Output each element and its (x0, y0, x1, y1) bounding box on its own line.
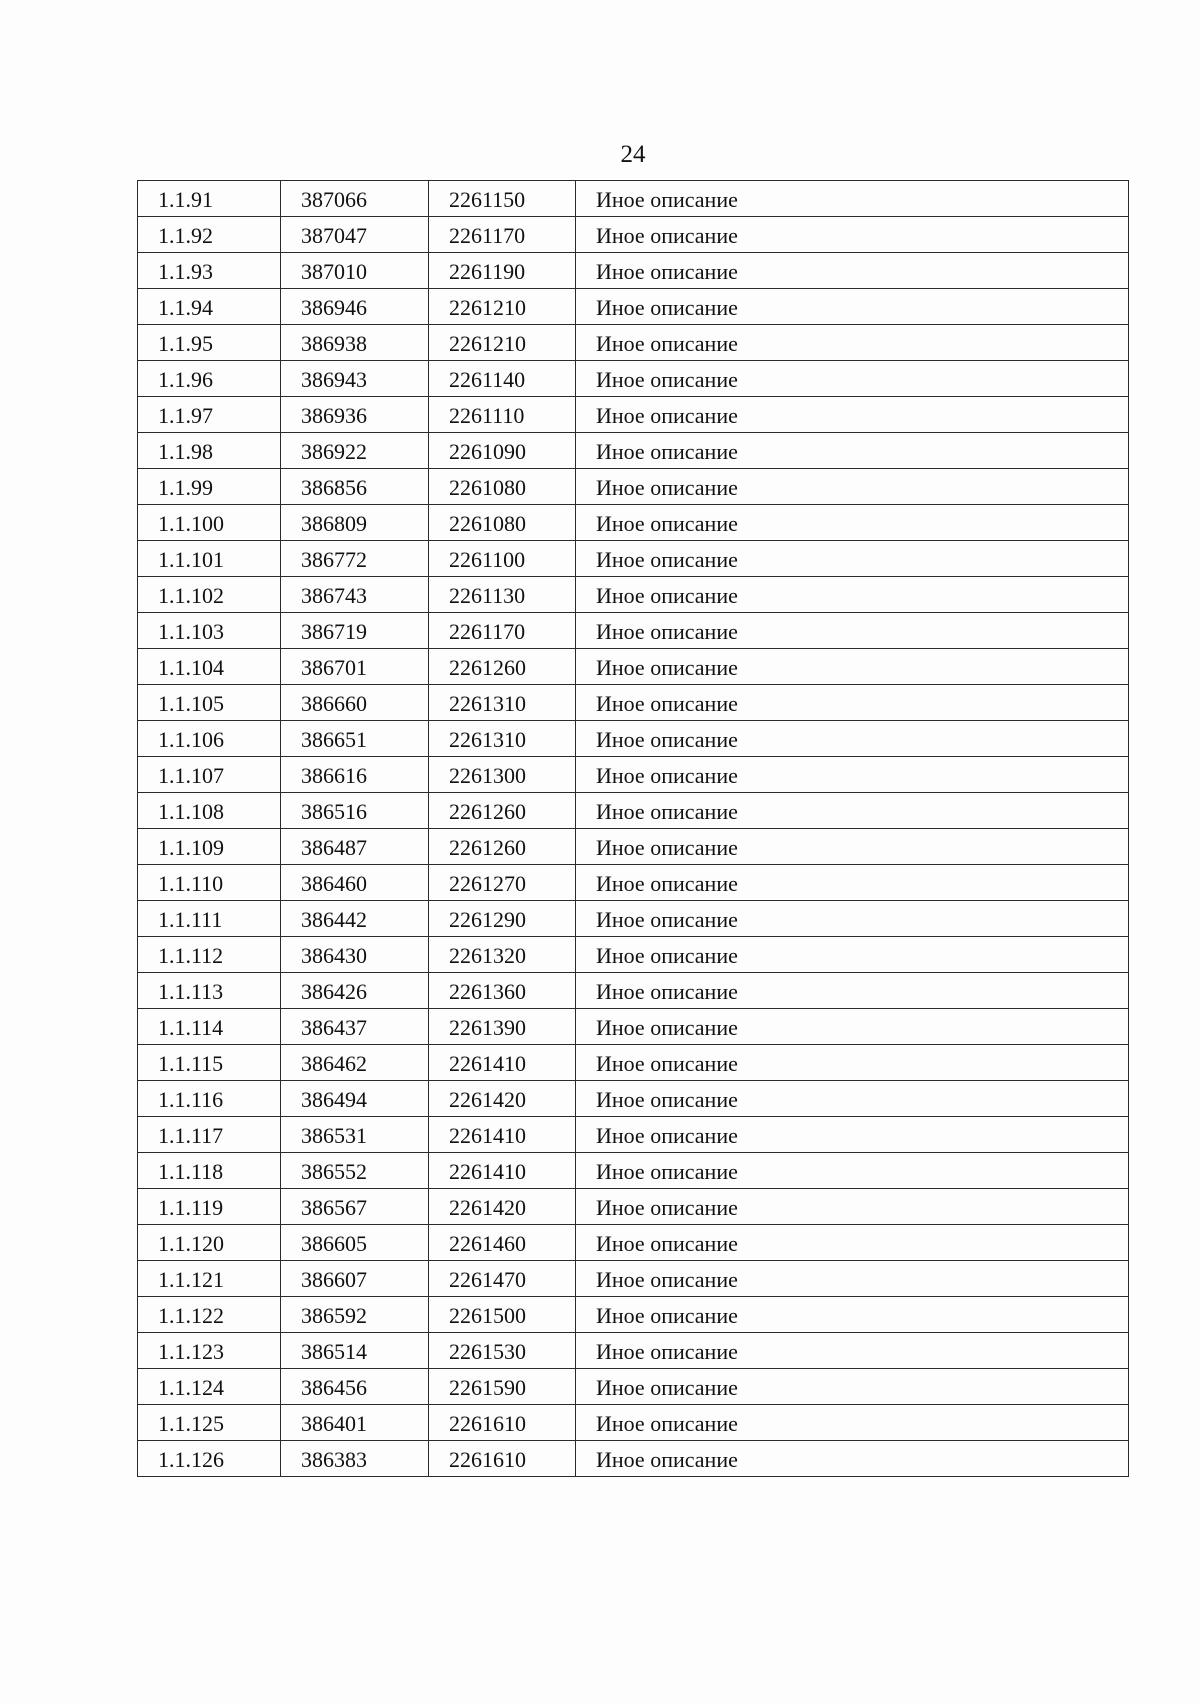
point-number-cell: 1.1.94 (138, 289, 281, 325)
boundary-description-cell: Иное описание (576, 757, 1129, 793)
coordinate-x-cell: 386616 (281, 757, 429, 793)
point-number-cell: 1.1.97 (138, 397, 281, 433)
coordinate-y-cell: 2261080 (429, 505, 576, 541)
table-row (138, 721, 1129, 757)
table-row (138, 685, 1129, 721)
coordinate-y-cell: 2261390 (429, 1009, 576, 1045)
point-number-cell: 1.1.96 (138, 361, 281, 397)
coordinate-y-cell: 2261610 (429, 1441, 576, 1477)
point-number-cell: 1.1.103 (138, 613, 281, 649)
coordinate-x-cell: 386514 (281, 1333, 429, 1369)
boundary-description-cell: Иное описание (576, 1369, 1129, 1405)
point-number-cell: 1.1.120 (138, 1225, 281, 1261)
table-row (138, 325, 1129, 361)
coordinate-y-cell: 2261460 (429, 1225, 576, 1261)
coordinate-y-cell: 2261420 (429, 1081, 576, 1117)
coordinate-y-cell: 2261210 (429, 289, 576, 325)
boundary-description-cell: Иное описание (576, 937, 1129, 973)
point-number-cell: 1.1.125 (138, 1405, 281, 1441)
point-number-cell: 1.1.107 (138, 757, 281, 793)
point-number-cell: 1.1.98 (138, 433, 281, 469)
coordinate-x-cell: 386552 (281, 1153, 429, 1189)
boundary-description-cell: Иное описание (576, 1405, 1129, 1441)
coordinate-x-cell: 386531 (281, 1117, 429, 1153)
coordinate-y-cell: 2261590 (429, 1369, 576, 1405)
point-number-cell: 1.1.95 (138, 325, 281, 361)
coordinate-y-cell: 2261310 (429, 721, 576, 757)
coordinate-y-cell: 2261310 (429, 685, 576, 721)
coordinate-x-cell: 386651 (281, 721, 429, 757)
coordinate-x-cell: 386856 (281, 469, 429, 505)
point-number-cell: 1.1.122 (138, 1297, 281, 1333)
table-row (138, 505, 1129, 541)
coordinate-x-cell: 386401 (281, 1405, 429, 1441)
coordinate-x-cell: 386719 (281, 613, 429, 649)
point-number-cell: 1.1.121 (138, 1261, 281, 1297)
point-number-cell: 1.1.115 (138, 1045, 281, 1081)
point-number-cell: 1.1.105 (138, 685, 281, 721)
coordinate-y-cell: 2261500 (429, 1297, 576, 1333)
table-row (138, 361, 1129, 397)
coordinate-y-cell: 2261300 (429, 757, 576, 793)
table-row (138, 577, 1129, 613)
point-number-cell: 1.1.109 (138, 829, 281, 865)
coordinate-x-cell: 386605 (281, 1225, 429, 1261)
table-row (138, 1225, 1129, 1261)
coordinate-y-cell: 2261260 (429, 829, 576, 865)
table-row (138, 1117, 1129, 1153)
coordinate-x-cell: 387066 (281, 181, 429, 217)
coordinates-table-body (138, 181, 1129, 1477)
coordinate-x-cell: 386946 (281, 289, 429, 325)
table-row (138, 253, 1129, 289)
coordinate-x-cell: 386936 (281, 397, 429, 433)
table-row (138, 1045, 1129, 1081)
table-row (138, 289, 1129, 325)
table-row (138, 1297, 1129, 1333)
boundary-description-cell: Иное описание (576, 505, 1129, 541)
table-row (138, 217, 1129, 253)
point-number-cell: 1.1.114 (138, 1009, 281, 1045)
coordinate-x-cell: 386442 (281, 901, 429, 937)
table-row (138, 1333, 1129, 1369)
point-number-cell: 1.1.106 (138, 721, 281, 757)
boundary-description-cell: Иное описание (576, 1189, 1129, 1225)
coordinate-x-cell: 386592 (281, 1297, 429, 1333)
coordinate-x-cell: 386460 (281, 865, 429, 901)
point-number-cell: 1.1.92 (138, 217, 281, 253)
boundary-description-cell: Иное описание (576, 325, 1129, 361)
table-row (138, 613, 1129, 649)
point-number-cell: 1.1.104 (138, 649, 281, 685)
boundary-description-cell: Иное описание (576, 685, 1129, 721)
coordinate-y-cell: 2261100 (429, 541, 576, 577)
point-number-cell: 1.1.112 (138, 937, 281, 973)
coordinate-y-cell: 2261170 (429, 613, 576, 649)
coordinate-y-cell: 2261210 (429, 325, 576, 361)
coordinate-y-cell: 2261130 (429, 577, 576, 613)
point-number-cell: 1.1.123 (138, 1333, 281, 1369)
coordinate-y-cell: 2261410 (429, 1117, 576, 1153)
table-row (138, 865, 1129, 901)
table-row (138, 1153, 1129, 1189)
boundary-description-cell: Иное описание (576, 541, 1129, 577)
point-number-cell: 1.1.110 (138, 865, 281, 901)
boundary-description-cell: Иное описание (576, 1153, 1129, 1189)
coordinate-x-cell: 386487 (281, 829, 429, 865)
boundary-description-cell: Иное описание (576, 793, 1129, 829)
coordinate-x-cell: 387010 (281, 253, 429, 289)
point-number-cell: 1.1.108 (138, 793, 281, 829)
table-row (138, 1261, 1129, 1297)
coordinate-x-cell: 386809 (281, 505, 429, 541)
boundary-description-cell: Иное описание (576, 217, 1129, 253)
boundary-description-cell: Иное описание (576, 1297, 1129, 1333)
boundary-description-cell: Иное описание (576, 613, 1129, 649)
boundary-description-cell: Иное описание (576, 577, 1129, 613)
boundary-description-cell: Иное описание (576, 361, 1129, 397)
boundary-description-cell: Иное описание (576, 469, 1129, 505)
point-number-cell: 1.1.113 (138, 973, 281, 1009)
table-row (138, 469, 1129, 505)
coordinate-x-cell: 386494 (281, 1081, 429, 1117)
table-row (138, 757, 1129, 793)
coordinate-y-cell: 2261080 (429, 469, 576, 505)
boundary-description-cell: Иное описание (576, 1081, 1129, 1117)
point-number-cell: 1.1.124 (138, 1369, 281, 1405)
boundary-description-cell: Иное описание (576, 433, 1129, 469)
coordinates-table (137, 180, 1129, 1477)
coordinate-y-cell: 2261170 (429, 217, 576, 253)
point-number-cell: 1.1.102 (138, 577, 281, 613)
boundary-description-cell: Иное описание (576, 649, 1129, 685)
boundary-description-cell: Иное описание (576, 1117, 1129, 1153)
coordinate-y-cell: 2261150 (429, 181, 576, 217)
table-row (138, 649, 1129, 685)
coordinate-y-cell: 2261110 (429, 397, 576, 433)
table-row (138, 181, 1129, 217)
table-row (138, 793, 1129, 829)
coordinate-y-cell: 2261290 (429, 901, 576, 937)
point-number-cell: 1.1.118 (138, 1153, 281, 1189)
coordinate-y-cell: 2261360 (429, 973, 576, 1009)
boundary-description-cell: Иное описание (576, 1225, 1129, 1261)
table-row (138, 1441, 1129, 1477)
coordinate-x-cell: 386701 (281, 649, 429, 685)
table-row (138, 901, 1129, 937)
boundary-description-cell: Иное описание (576, 1009, 1129, 1045)
point-number-cell: 1.1.126 (138, 1441, 281, 1477)
table-row (138, 1369, 1129, 1405)
coordinate-x-cell: 386437 (281, 1009, 429, 1045)
point-number-cell: 1.1.116 (138, 1081, 281, 1117)
point-number-cell: 1.1.101 (138, 541, 281, 577)
coordinate-x-cell: 387047 (281, 217, 429, 253)
table-row (138, 829, 1129, 865)
coordinate-y-cell: 2261190 (429, 253, 576, 289)
boundary-description-cell: Иное описание (576, 181, 1129, 217)
coordinate-y-cell: 2261260 (429, 793, 576, 829)
table-row (138, 1009, 1129, 1045)
coordinate-x-cell: 386456 (281, 1369, 429, 1405)
boundary-description-cell: Иное описание (576, 1333, 1129, 1369)
coordinate-x-cell: 386462 (281, 1045, 429, 1081)
boundary-description-cell: Иное описание (576, 865, 1129, 901)
point-number-cell: 1.1.111 (138, 901, 281, 937)
coordinate-y-cell: 2261140 (429, 361, 576, 397)
boundary-description-cell: Иное описание (576, 829, 1129, 865)
table-row (138, 433, 1129, 469)
point-number-cell: 1.1.119 (138, 1189, 281, 1225)
point-number-cell: 1.1.91 (138, 181, 281, 217)
point-number-cell: 1.1.93 (138, 253, 281, 289)
table-row (138, 1189, 1129, 1225)
coordinate-x-cell: 386743 (281, 577, 429, 613)
boundary-description-cell: Иное описание (576, 1441, 1129, 1477)
boundary-description-cell: Иное описание (576, 253, 1129, 289)
coordinate-x-cell: 386426 (281, 973, 429, 1009)
coordinate-y-cell: 2261610 (429, 1405, 576, 1441)
coordinate-x-cell: 386567 (281, 1189, 429, 1225)
table-row (138, 937, 1129, 973)
table-row (138, 541, 1129, 577)
point-number-cell: 1.1.117 (138, 1117, 281, 1153)
boundary-description-cell: Иное описание (576, 721, 1129, 757)
coordinate-y-cell: 2261090 (429, 433, 576, 469)
coordinate-y-cell: 2261270 (429, 865, 576, 901)
table-row (138, 973, 1129, 1009)
coordinate-x-cell: 386772 (281, 541, 429, 577)
coordinate-x-cell: 386943 (281, 361, 429, 397)
boundary-description-cell: Иное описание (576, 973, 1129, 1009)
table-row (138, 1405, 1129, 1441)
coordinate-x-cell: 386430 (281, 937, 429, 973)
coordinate-y-cell: 2261410 (429, 1045, 576, 1081)
point-number-cell: 1.1.99 (138, 469, 281, 505)
coordinate-y-cell: 2261320 (429, 937, 576, 973)
coordinate-x-cell: 386383 (281, 1441, 429, 1477)
coordinate-x-cell: 386516 (281, 793, 429, 829)
boundary-description-cell: Иное описание (576, 397, 1129, 433)
boundary-description-cell: Иное описание (576, 901, 1129, 937)
coordinate-x-cell: 386922 (281, 433, 429, 469)
table-row (138, 1081, 1129, 1117)
coordinate-x-cell: 386938 (281, 325, 429, 361)
boundary-description-cell: Иное описание (576, 1045, 1129, 1081)
boundary-description-cell: Иное описание (576, 289, 1129, 325)
coordinate-x-cell: 386607 (281, 1261, 429, 1297)
coordinate-y-cell: 2261410 (429, 1153, 576, 1189)
page-number: 24 (620, 141, 646, 168)
coordinate-y-cell: 2261470 (429, 1261, 576, 1297)
coordinate-y-cell: 2261260 (429, 649, 576, 685)
coordinate-y-cell: 2261530 (429, 1333, 576, 1369)
coordinate-x-cell: 386660 (281, 685, 429, 721)
boundary-description-cell: Иное описание (576, 1261, 1129, 1297)
point-number-cell: 1.1.100 (138, 505, 281, 541)
coordinate-y-cell: 2261420 (429, 1189, 576, 1225)
table-row (138, 397, 1129, 433)
